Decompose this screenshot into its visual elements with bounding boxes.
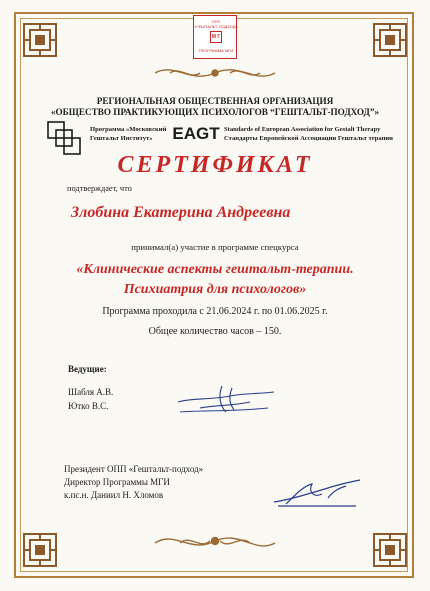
top-ornament-icon bbox=[150, 62, 280, 84]
leads-signature-icon bbox=[170, 378, 280, 418]
certificate-title: СЕРТИФИКАТ bbox=[117, 152, 313, 178]
corner-ornament-icon bbox=[370, 530, 410, 570]
course-title-line-1: «Клинические аспекты гештальт-терапии. bbox=[76, 262, 354, 277]
organization-line-2: «ОБЩЕСТВО ПРАКТИКУЮЩИХ ПСИХОЛОГОВ “ГЕШТАЛЬТ-ПОДХОД”» bbox=[50, 107, 380, 117]
logo-mark-icon: М Г bbox=[210, 31, 222, 43]
lead-name: Шабля А.В. bbox=[68, 387, 114, 397]
lead-name: Ютко В.С. bbox=[68, 401, 109, 411]
confirms-text: подтверждает, что bbox=[67, 184, 132, 193]
bottom-ornament-icon bbox=[150, 528, 280, 554]
logo-line-3: ПРОГРАММА МГИ bbox=[198, 48, 234, 53]
president-line-1: Президент ОПП «Гештальт-подход» bbox=[64, 464, 204, 474]
president-line-3: к.пс.н. Даниил Н. Хломов bbox=[64, 490, 164, 500]
organization-line-1: РЕГИОНАЛЬНАЯ ОБЩЕСТВЕННАЯ ОРГАНИЗАЦИЯ bbox=[96, 96, 334, 106]
opp-logo bbox=[193, 15, 237, 59]
program-line-2: Гештальт Институт» bbox=[90, 135, 153, 142]
president-signature-icon bbox=[268, 474, 364, 510]
corner-ornament-icon bbox=[20, 530, 60, 570]
leads-heading: Ведущие: bbox=[68, 364, 107, 374]
eagt-line-1: Standards of European Association for Gestalt Therapy bbox=[224, 126, 381, 133]
participation-text: принимал(а) участие в программе спецкурса bbox=[131, 242, 299, 252]
course-title-line-2: Психиатрия для психологов» bbox=[123, 282, 307, 297]
logo-line-1: ОПП bbox=[211, 19, 221, 24]
corner-ornament-icon bbox=[370, 20, 410, 60]
recipient-name: Злобина Екатерина Андреевна bbox=[71, 204, 291, 221]
eagt-logo-text: EAGT bbox=[172, 124, 220, 143]
corner-ornament-icon bbox=[20, 20, 60, 60]
president-line-2: Директор Программы МГИ bbox=[64, 477, 170, 487]
mgi-program-logo-icon bbox=[46, 120, 82, 156]
eagt-logo-icon bbox=[172, 122, 220, 144]
total-hours: Общее количество часов – 150. bbox=[148, 326, 282, 337]
program-period: Программа проходила с 21.06.2024 г. по 01.06.2025 г. bbox=[102, 306, 328, 317]
eagt-line-2: Стандарты Европейской Ассоциации Гештальт терапии bbox=[224, 135, 393, 142]
logo-line-2: «ГЕШТАЛЬТ-ПОДХОД» bbox=[194, 24, 238, 29]
program-line-1: Программа «Московский bbox=[90, 126, 167, 133]
